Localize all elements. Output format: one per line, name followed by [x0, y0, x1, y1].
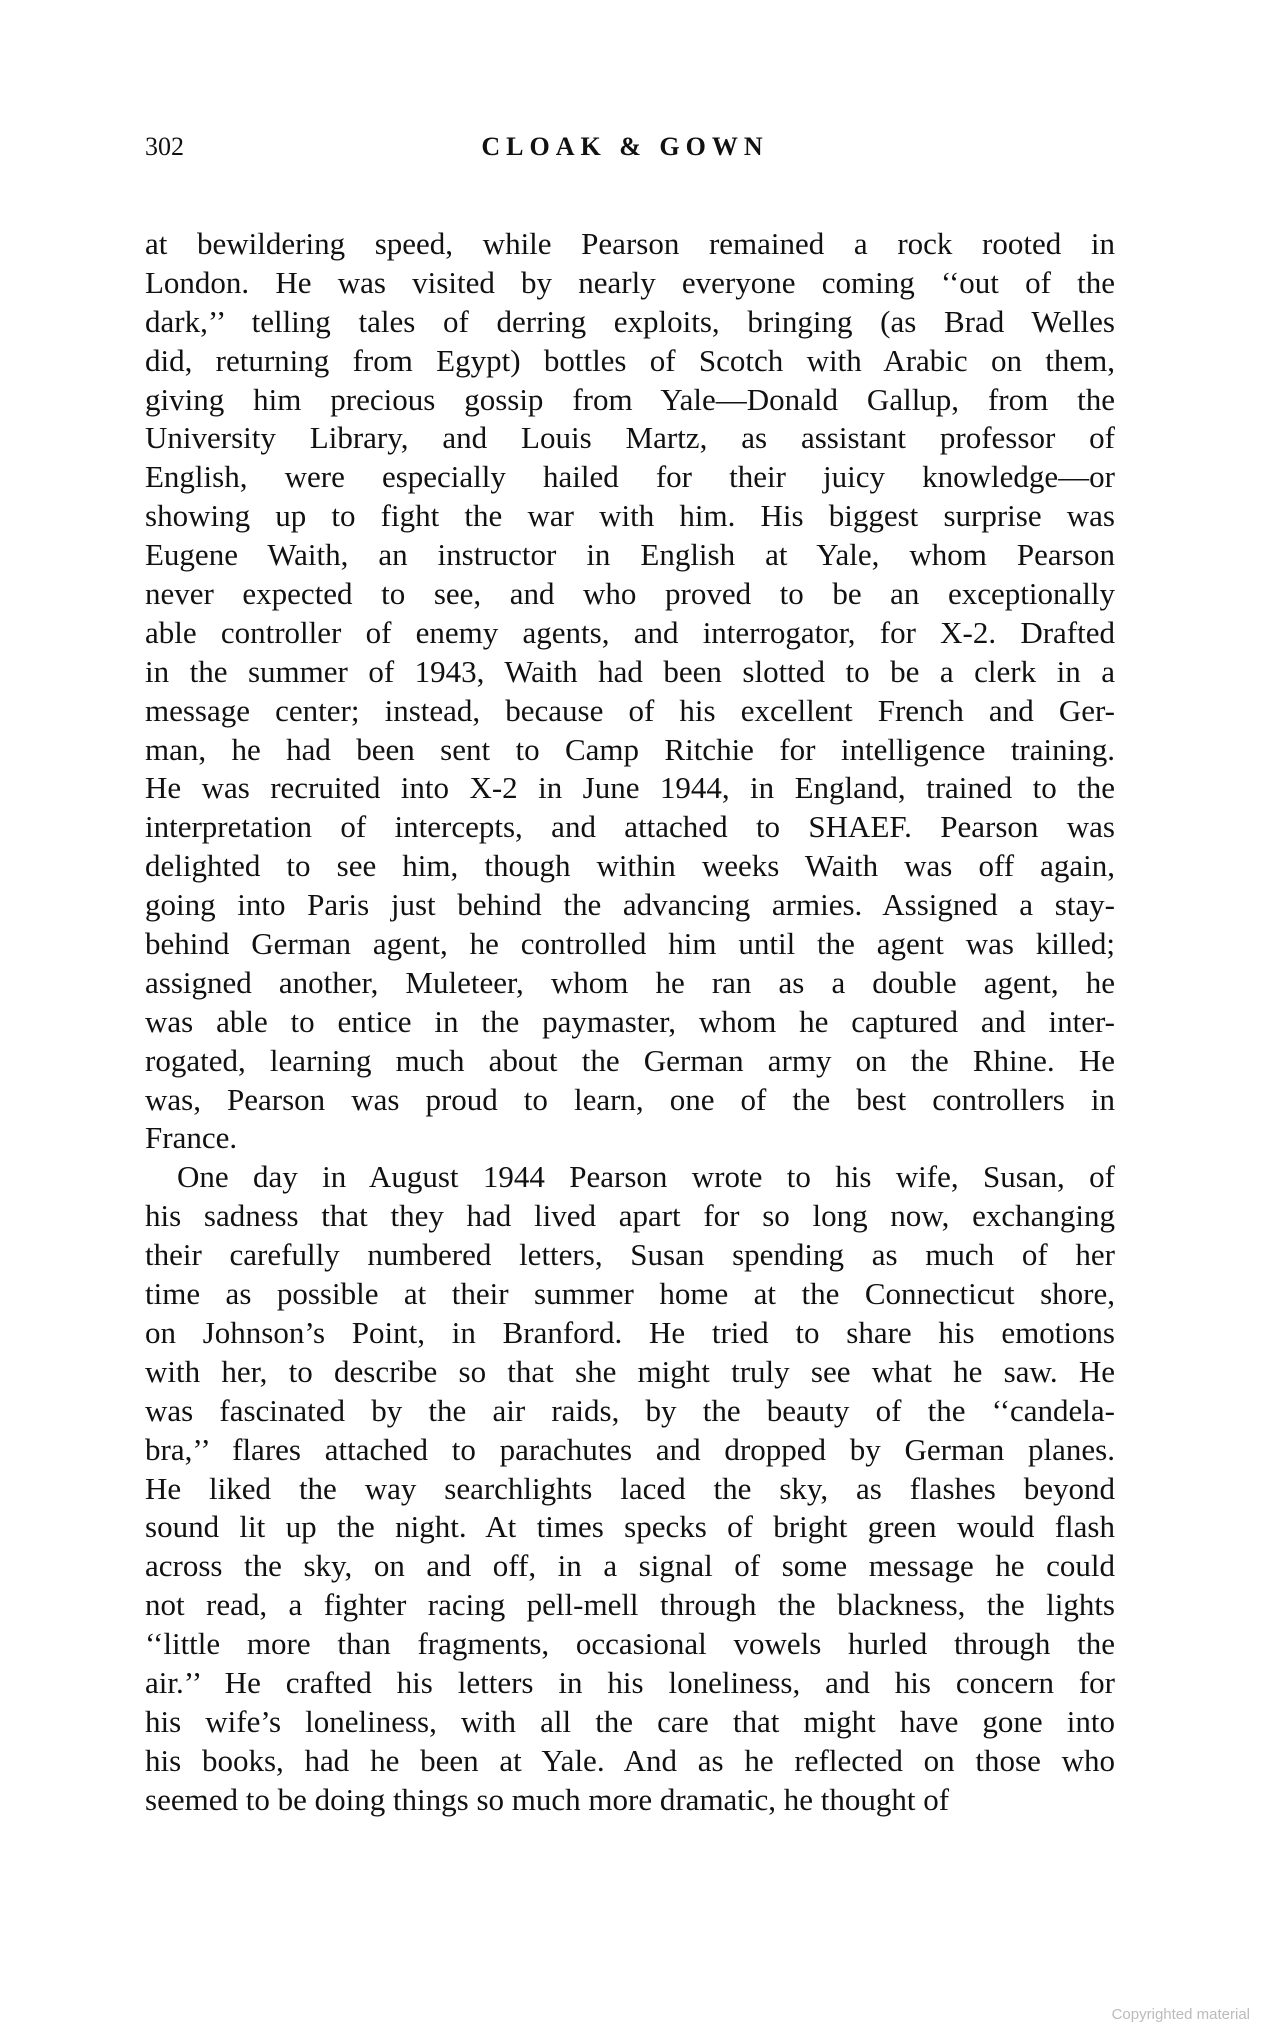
text-line: giving him precious gossip from Yale—Donald Gallup, from the	[145, 381, 1115, 417]
text-line: English, were especially hailed for their juicy knowledge—or	[145, 459, 1115, 495]
page-header	[145, 130, 1105, 170]
text-line: across the sky, on and off, in a signal of some message he could	[145, 1548, 1115, 1584]
paragraph	[145, 225, 1115, 1158]
text-line: time as possible at their summer home at the Connecticut shore,	[145, 1276, 1115, 1312]
text-line: air.’’ He crafted his letters in his loneliness, and his concern for	[145, 1664, 1115, 1700]
text-line: in the summer of 1943, Waith had been slotted to be a clerk in a	[145, 653, 1115, 689]
body-text	[145, 225, 1115, 1820]
text-line: delighted to see him, though within weeks Waith was off again,	[145, 848, 1115, 884]
text-line: able controller of enemy agents, and interrogator, for X-2. Drafted	[145, 614, 1115, 650]
text-line: London. He was visited by nearly everyone coming ‘‘out of the	[145, 264, 1115, 300]
text-line: man, he had been sent to Camp Ritchie for intelligence training.	[145, 731, 1115, 767]
text-line: One day in August 1944 Pearson wrote to his wife, Susan, of	[177, 1159, 1115, 1195]
text-line: was able to entice in the paymaster, whom he captured and inter-	[145, 1003, 1115, 1039]
text-line: on Johnson’s Point, in Branford. He tried to share his emotions	[145, 1314, 1115, 1350]
text-line: his books, had he been at Yale. And as he reflected on those who	[145, 1742, 1115, 1778]
text-line: at bewildering speed, while Pearson remained a rock rooted in	[145, 226, 1115, 261]
running-head: CLOAK & GOWN	[481, 132, 769, 161]
text-line: going into Paris just behind the advancing armies. Assigned a stay-	[145, 887, 1115, 923]
text-line: their carefully numbered letters, Susan spending as much of her	[145, 1237, 1115, 1273]
text-line: He liked the way searchlights laced the sky, as flashes beyond	[145, 1470, 1115, 1506]
text-line: was fascinated by the air raids, by the beauty of the ‘‘candela-	[145, 1392, 1115, 1428]
text-line: never expected to see, and who proved to be an exceptionally	[145, 576, 1115, 612]
text-line: He was recruited into X-2 in June 1944, in England, trained to the	[145, 770, 1115, 806]
copyright-watermark: Copyrighted material	[1111, 2006, 1250, 2023]
text-line: University Library, and Louis Martz, as assistant professor of	[145, 420, 1115, 456]
text-line: interpretation of intercepts, and attached to SHAEF. Pearson was	[145, 809, 1115, 845]
page-number: 302	[145, 132, 184, 161]
text-line: seemed to be doing things so much more dramatic, he thought of	[145, 1781, 950, 1817]
text-line: his sadness that they had lived apart for so long now, exchanging	[145, 1198, 1115, 1234]
paragraph	[145, 1158, 1115, 1819]
text-line: assigned another, Muleteer, whom he ran as a double agent, he	[145, 964, 1115, 1000]
text-line: ‘‘little more than fragments, occasional vowels hurled through the	[145, 1626, 1115, 1662]
text-line: showing up to fight the war with him. His biggest surprise was	[145, 498, 1115, 534]
text-line: was, Pearson was proud to learn, one of the best controllers in	[145, 1081, 1115, 1117]
text-line: not read, a fighter racing pell-mell through the blackness, the lights	[145, 1587, 1115, 1623]
text-line: behind German agent, he controlled him until the agent was killed;	[145, 926, 1115, 962]
text-line: message center; instead, because of his excellent French and Ger-	[145, 692, 1115, 728]
text-line: bra,’’ flares attached to parachutes and dropped by German planes.	[145, 1431, 1115, 1467]
text-line: sound lit up the night. At times specks of bright green would flash	[145, 1509, 1115, 1545]
text-line: dark,’’ telling tales of derring exploits, bringing (as Brad Welles	[145, 303, 1115, 339]
text-line: with her, to describe so that she might truly see what he saw. He	[145, 1353, 1115, 1389]
text-line: France.	[145, 1120, 238, 1156]
text-line: Eugene Waith, an instructor in English at Yale, whom Pearson	[145, 537, 1115, 573]
text-line: rogated, learning much about the German army on the Rhine. He	[145, 1042, 1115, 1078]
text-line: did, returning from Egypt) bottles of Scotch with Arabic on them,	[145, 342, 1115, 378]
text-line: his wife’s loneliness, with all the care that might have gone into	[145, 1703, 1115, 1739]
